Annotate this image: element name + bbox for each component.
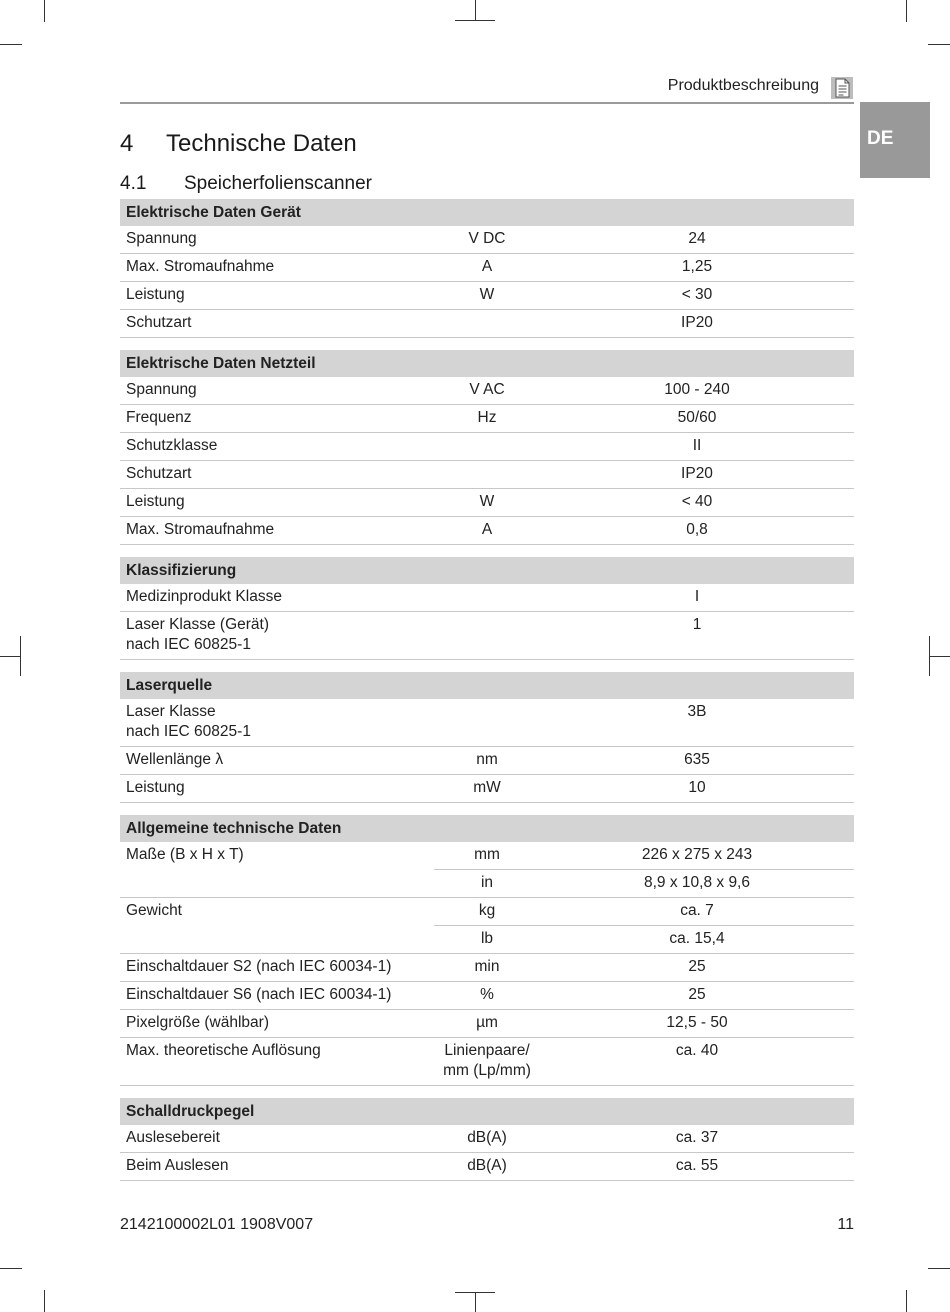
cell-text: Linienpaare/ (444, 1042, 530, 1059)
group-heading: Schalldruckpegel (120, 1098, 854, 1125)
cell-text: Einschaltdauer S6 (nach IEC 60034-1) (126, 986, 392, 1003)
crop-mark (928, 1268, 950, 1269)
cell-text: nm (476, 751, 498, 768)
crop-mark (44, 1290, 45, 1312)
cell-text: Schutzart (126, 465, 192, 482)
table-row (120, 775, 854, 803)
spec-value: < 40 (540, 489, 854, 517)
cell-text: Laser Klasse (126, 703, 216, 720)
spec-value: 1 (540, 612, 854, 660)
spec-unit (434, 377, 540, 405)
cell-text: nach IEC 60825-1 (126, 723, 251, 740)
spec-label (120, 699, 434, 747)
crop-mark (475, 0, 476, 20)
crop-mark (928, 44, 950, 45)
table-row (120, 282, 854, 310)
cell-text: Wellenlänge λ (126, 751, 224, 768)
running-header: Produktbeschreibung (667, 77, 819, 94)
spec-value: ca. 7 (540, 898, 854, 926)
spec-unit (434, 699, 540, 747)
spec-label (120, 898, 434, 954)
group-header (120, 815, 854, 842)
document-code: 2142100002L01 1908V007 (120, 1216, 314, 1233)
section-title (120, 173, 372, 195)
cell-text: Schutzart (126, 314, 192, 331)
group-heading: Laserquelle (120, 672, 854, 699)
spec-unit (434, 433, 540, 461)
table-row (120, 1010, 854, 1038)
spec-label (120, 954, 434, 982)
spec-label (120, 584, 434, 612)
cell-text: Maße (B x H x T) (126, 846, 244, 863)
crop-mark (0, 656, 20, 657)
group-header (120, 557, 854, 584)
spec-label (120, 982, 434, 1010)
crop-mark (455, 20, 495, 21)
spec-value: IP20 (540, 461, 854, 489)
cell-text: Hz (477, 409, 497, 426)
spec-value: 24 (540, 226, 854, 254)
group-spacer (120, 1086, 854, 1099)
table-row (120, 1038, 854, 1086)
spec-label (120, 747, 434, 775)
spec-unit (434, 489, 540, 517)
cell-text: nach IEC 60825-1 (126, 636, 251, 653)
spec-value: 12,5 - 50 (540, 1010, 854, 1038)
spec-unit (434, 517, 540, 545)
cell-text: Beim Auslesen (126, 1157, 229, 1174)
spec-unit (434, 870, 540, 898)
cell-text: kg (478, 902, 496, 919)
spec-value: IP20 (540, 310, 854, 338)
cell-text: mm (Lp/mm) (443, 1062, 531, 1079)
spec-unit (434, 612, 540, 660)
spec-label (120, 1010, 434, 1038)
cell-text: Leistung (126, 286, 185, 303)
cell-text: Spannung (126, 230, 197, 247)
spec-label (120, 461, 434, 489)
page-title (120, 130, 357, 158)
cell-text: Einschaltdauer S2 (nach IEC 60034-1) (126, 958, 392, 975)
group-heading: Klassifizierung (120, 557, 854, 584)
spec-value: ca. 40 (540, 1038, 854, 1086)
spec-value: 1,25 (540, 254, 854, 282)
table-row (120, 226, 854, 254)
spec-label (120, 377, 434, 405)
cell-text: Leistung (126, 493, 185, 510)
spec-value: 8,9 x 10,8 x 9,6 (540, 870, 854, 898)
spec-unit (434, 775, 540, 803)
page-number: 11 (837, 1216, 854, 1233)
spec-unit (434, 461, 540, 489)
cell-text: Gewicht (126, 902, 182, 919)
spec-label (120, 489, 434, 517)
chapter-title: Technische Daten (166, 130, 357, 157)
cell-text: Laser Klasse (Gerät) (126, 616, 269, 633)
group-header (120, 672, 854, 699)
crop-mark (455, 1292, 495, 1293)
spec-unit (434, 926, 540, 954)
spec-label (120, 1153, 434, 1181)
spec-label (120, 310, 434, 338)
group-spacer (120, 338, 854, 351)
table-row (120, 433, 854, 461)
table-row (120, 982, 854, 1010)
spec-unit (434, 282, 540, 310)
crop-mark (906, 1290, 907, 1312)
spec-value: ca. 55 (540, 1153, 854, 1181)
spec-label (120, 433, 434, 461)
group-spacer (120, 660, 854, 673)
spec-label (120, 1038, 434, 1086)
spec-label (120, 612, 434, 660)
cell-text: dB(A) (467, 1129, 507, 1146)
cell-text: Medizinprodukt Klasse (126, 588, 282, 605)
crop-mark (475, 1292, 476, 1312)
spec-label (120, 282, 434, 310)
spec-value: 635 (540, 747, 854, 775)
cell-text: min (474, 958, 500, 975)
table-row (120, 747, 854, 775)
cell-text: V AC (469, 381, 505, 398)
spec-value: ca. 15,4 (540, 926, 854, 954)
table-row (120, 898, 854, 926)
group-heading: Elektrische Daten Netzteil (120, 350, 854, 377)
cell-text: Schutzklasse (126, 437, 218, 454)
spec-unit (434, 982, 540, 1010)
spec-value: 100 - 240 (540, 377, 854, 405)
cell-text: % (480, 986, 494, 1003)
table-row (120, 377, 854, 405)
table-row (120, 405, 854, 433)
table-row (120, 254, 854, 282)
spec-unit (434, 1125, 540, 1153)
spec-unit (434, 1010, 540, 1038)
table-row (120, 584, 854, 612)
cell-text: V DC (468, 230, 506, 247)
crop-mark (44, 0, 45, 22)
group-spacer (120, 803, 854, 816)
table-row (120, 1153, 854, 1181)
spec-unit (434, 842, 540, 870)
table-row (120, 461, 854, 489)
cell-text: Pixelgröße (wählbar) (126, 1014, 269, 1031)
crop-mark (20, 636, 21, 676)
spec-label (120, 226, 434, 254)
spec-label (120, 517, 434, 545)
cell-text: dB(A) (467, 1157, 507, 1174)
spec-unit (434, 405, 540, 433)
group-header (120, 199, 854, 226)
spec-unit (434, 1153, 540, 1181)
crop-mark (929, 656, 950, 657)
spec-unit (434, 954, 540, 982)
cell-text: Frequenz (126, 409, 192, 426)
crop-mark (906, 0, 907, 22)
spec-value: 226 x 275 x 243 (540, 842, 854, 870)
spec-unit (434, 226, 540, 254)
cell-text: mW (473, 779, 501, 796)
spec-value: 25 (540, 982, 854, 1010)
group-header (120, 350, 854, 377)
spec-unit (434, 254, 540, 282)
table-row (120, 954, 854, 982)
group-spacer (120, 545, 854, 558)
spec-unit (434, 1038, 540, 1086)
table-row (120, 699, 854, 747)
cell-text: W (479, 286, 495, 303)
cell-text: mm (474, 846, 500, 863)
crop-mark (0, 1268, 22, 1269)
spec-table (120, 199, 854, 1181)
spec-value: ca. 37 (540, 1125, 854, 1153)
section-title-text: Speicherfolienscanner (184, 173, 373, 194)
cell-text: lb (480, 930, 494, 947)
spec-value: 25 (540, 954, 854, 982)
cell-text: in (480, 874, 494, 891)
spec-label (120, 775, 434, 803)
group-header (120, 1098, 854, 1125)
cell-text: Max. Stromaufnahme (126, 258, 275, 275)
table-row (120, 1125, 854, 1153)
table-row (120, 310, 854, 338)
spec-value: II (540, 433, 854, 461)
table-row (120, 489, 854, 517)
chapter-number: 4 (120, 130, 134, 157)
document-icon (831, 77, 853, 99)
cell-text: Auslesebereit (126, 1129, 220, 1146)
section-number: 4.1 (120, 173, 147, 194)
spec-unit (434, 584, 540, 612)
cell-text: A (481, 258, 493, 275)
language-tab: DE (860, 102, 930, 178)
group-heading: Elektrische Daten Gerät (120, 199, 854, 226)
spec-value: 3B (540, 699, 854, 747)
spec-label (120, 1125, 434, 1153)
spec-value: < 30 (540, 282, 854, 310)
spec-value: 50/60 (540, 405, 854, 433)
cell-text: W (479, 493, 495, 510)
spec-unit (434, 898, 540, 926)
table-row (120, 517, 854, 545)
group-heading: Allgemeine technische Daten (120, 815, 854, 842)
header-rule (120, 102, 854, 104)
spec-label (120, 405, 434, 433)
table-row (120, 842, 854, 870)
spec-unit (434, 747, 540, 775)
cell-text: Leistung (126, 779, 185, 796)
spec-value: 10 (540, 775, 854, 803)
spec-value: 0,8 (540, 517, 854, 545)
cell-text: Spannung (126, 381, 197, 398)
cell-text: Max. theoretische Auflösung (126, 1042, 321, 1059)
spec-label (120, 842, 434, 898)
cell-text: µm (476, 1014, 498, 1031)
crop-mark (0, 44, 22, 45)
cell-text: A (481, 521, 493, 538)
spec-value: I (540, 584, 854, 612)
spec-unit (434, 310, 540, 338)
table-row (120, 612, 854, 660)
cell-text: Max. Stromaufnahme (126, 521, 275, 538)
spec-label (120, 254, 434, 282)
